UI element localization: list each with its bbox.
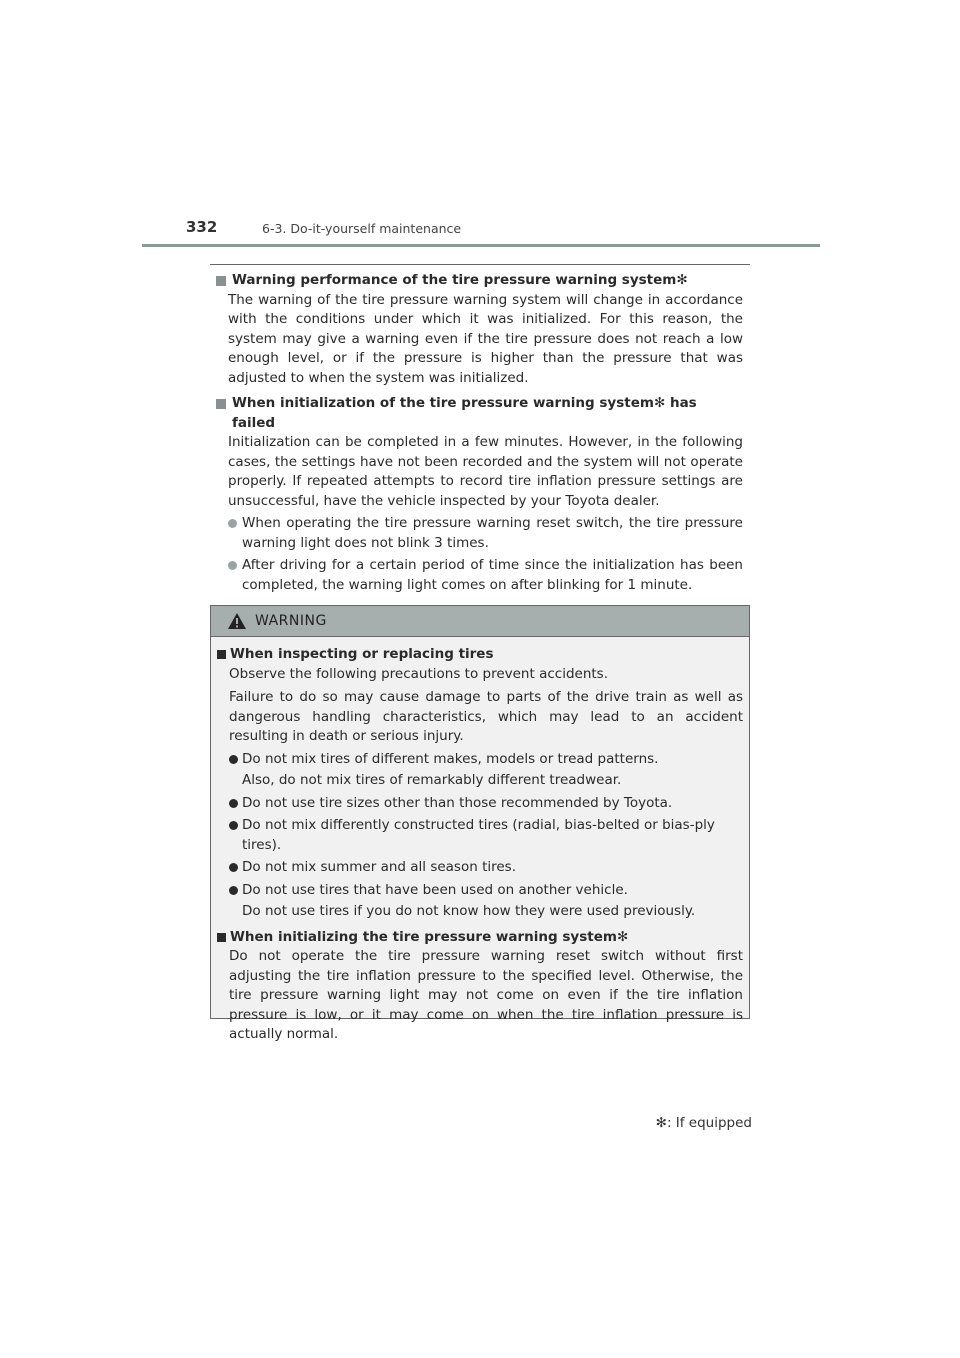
section-heading <box>210 271 743 291</box>
round-bullet-icon <box>229 821 238 830</box>
list-item-text: Do not mix summer and all season tires. <box>242 859 517 875</box>
asterisk-icon: ✻ <box>676 272 688 288</box>
heading-text: When inspecting or replacing tires <box>230 646 494 662</box>
section-heading <box>210 394 743 433</box>
asterisk-icon: ✻ <box>616 928 629 945</box>
list-item-text: After driving for a certain period of time since the initialization has been completed, the warning light comes on after blinking for 1 minute. <box>242 557 743 593</box>
heading-text: When initialization of the tire pressure warning system <box>232 395 654 411</box>
heading-text-tail: has failed <box>232 395 697 431</box>
section-text: Initialization can be completed in a few minutes. However, in the following cases, the settings have not been recorded and the system will not operate properly. If repeated attempts to record tire inflation pressure settings are unsuccessful, have the vehicle inspected by your Toyota dealer. <box>228 434 743 509</box>
list-item <box>229 794 743 814</box>
section-text: The warning of the tire pressure warning system will change in accordance with the conditions under which it was initialized. For this reason, the system may give a warning even if the tire pressure does not reach a low enough level, or if the pressure is higher than the pressure that was adjusted to when the system was initialized. <box>228 291 743 386</box>
list-item <box>229 750 743 791</box>
list-item-text: Do not use tire sizes other than those recommended by Toyota. <box>242 794 673 811</box>
warning-title: WARNING <box>255 613 327 629</box>
square-bullet-icon <box>216 276 226 286</box>
round-bullet-icon <box>229 886 238 895</box>
list-item <box>229 858 743 878</box>
heading-text: When initializing the tire pressure warning system <box>230 928 617 945</box>
list-item-subtext: Also, do not mix tires of remarkably different treadwear. <box>242 772 622 788</box>
main-content <box>210 271 743 601</box>
list-item <box>229 881 743 922</box>
asterisk-icon: ✻ <box>653 395 666 411</box>
warning-text: Failure to do so may cause damage to parts of the drive train as well as dangerous handling characteristics, which may lead to an accident resulting in death or serious injury. <box>229 689 743 744</box>
warning-header <box>211 606 749 637</box>
warning-text: Observe the following precautions to prevent accidents. <box>229 665 608 682</box>
round-bullet-icon <box>229 799 238 808</box>
warning-triangle-icon <box>227 612 247 630</box>
section-initialization-failed <box>210 394 743 595</box>
list-item <box>228 514 743 553</box>
list-item-text: When operating the tire pressure warning reset switch, the tire pressure warning light does not blink 3 times. <box>242 515 743 551</box>
list-item-text: Do not use tires that have been used on another vehicle. <box>242 881 628 898</box>
list-item <box>229 816 743 855</box>
square-bullet-icon <box>217 650 226 659</box>
list-item-text: Do not mix tires of different makes, models or tread patterns. <box>242 750 659 767</box>
round-bullet-icon <box>229 863 238 872</box>
heading-text: Warning performance of the tire pressure warning system <box>232 272 677 288</box>
warning-heading <box>217 928 743 948</box>
warning-text: Do not operate the tire pressure warning reset switch without first adjusting the tire inflation pressure to the specified level. Otherwise, the tire pressure warning light may not come on even if the tire inflation pressure is low, or it may come on when the tire inflation pressure is actually normal. <box>229 948 743 1042</box>
section-warning-performance <box>210 271 743 388</box>
round-bullet-icon <box>229 755 238 764</box>
content-top-rule <box>210 264 750 265</box>
round-bullet-icon <box>228 561 237 570</box>
section-title: 6-3. Do-it-yourself maintenance <box>262 221 462 236</box>
square-bullet-icon <box>216 399 226 409</box>
footnote <box>640 1115 752 1131</box>
footnote-text: : If equipped <box>666 1115 752 1131</box>
warning-heading <box>217 645 743 665</box>
list-item <box>228 556 743 595</box>
list-item-text: Do not mix differently constructed tires (radial, bias-belted or bias-ply tires). <box>242 817 715 853</box>
warning-body <box>211 637 749 1045</box>
header-rule <box>142 244 820 247</box>
list-item-subtext: Do not use tires if you do not know how they were used previously. <box>242 903 696 919</box>
round-bullet-icon <box>228 519 237 528</box>
warning-box <box>210 605 750 1042</box>
asterisk-icon: ✻ <box>655 1115 667 1131</box>
page-number: 332 <box>186 218 218 236</box>
square-bullet-icon <box>217 933 226 942</box>
